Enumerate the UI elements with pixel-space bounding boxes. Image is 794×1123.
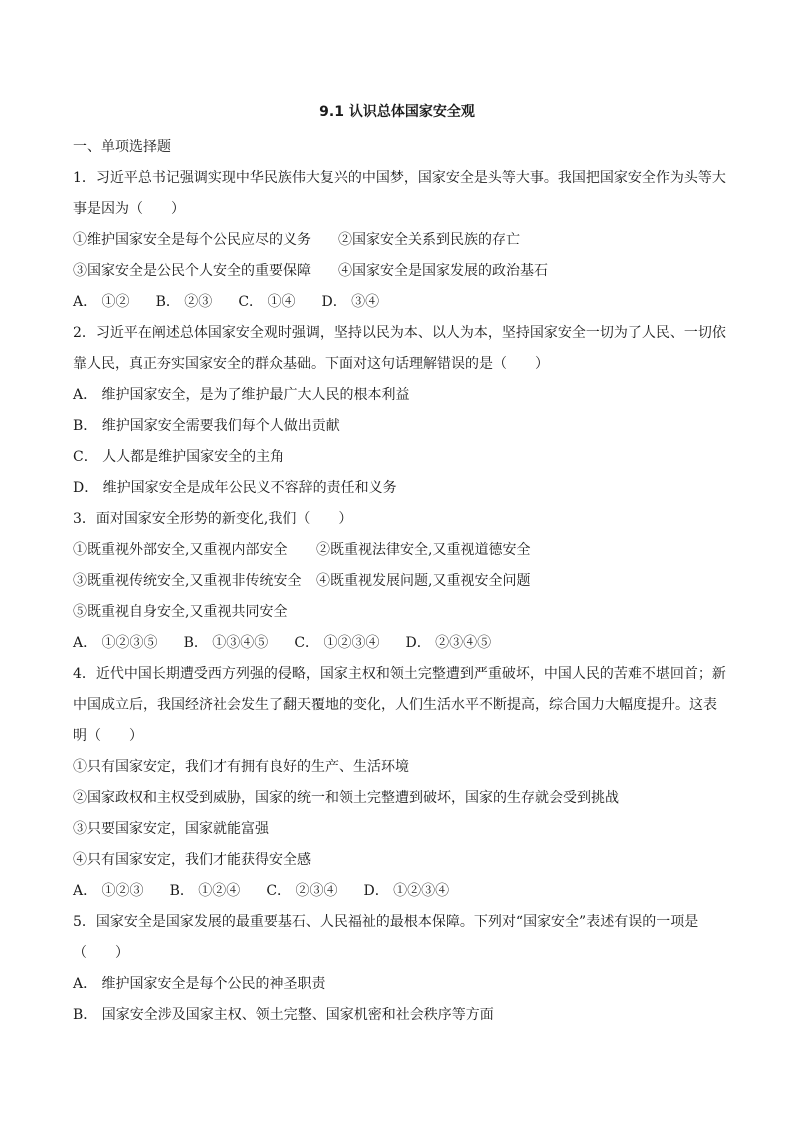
question-2-stem-line-2: 靠人民，真正夯实国家安全的群众基础。下面对这句话理解错误的是（ ） (73, 356, 549, 372)
question-2-stem-line-1: 2．习近平在阐述总体国家安全观时强调，坚持以民为本、以人为本，坚持国家安全一切为了人民、一切依 (73, 325, 726, 341)
question-3-item-1: ①既重视外部安全,又重视内部安全 (73, 542, 288, 558)
question-3-option-c: C． ①②③④ (294, 635, 380, 651)
question-1-stem-line-1: 1．习近平总书记强调实现中华民族伟大复兴的中国梦，国家安全是头等大事。我国把国家安全作为头等大 (73, 170, 726, 186)
question-3-item-3: ③既重视传统安全,又重视非传统安全 (73, 573, 302, 589)
question-4-options (73, 876, 733, 907)
question-4 (73, 659, 733, 907)
question-3-item-2: ②既重视法律安全,又重视道德安全 (316, 542, 531, 558)
question-3-stem: 3．面对国家安全形势的新变化,我们（ ） (73, 511, 353, 527)
question-1 (73, 163, 733, 318)
question-3-items-row-2 (73, 566, 733, 597)
question-1-option-b: B． ②③ (155, 294, 213, 310)
question-5-stem-line-2: （ ） (73, 945, 129, 961)
question-2-option-d: D． 维护国家安全是成年公民义不容辞的责任和义务 (73, 480, 397, 496)
question-4-stem-line-2: 中国成立后，我国经济社会发生了翻天覆地的变化，人们生活水平不断提高，综合国力大幅度提升。这表 (73, 697, 717, 713)
question-1-stem-line-2: 事是因为（ ） (73, 201, 185, 217)
question-3-options (73, 628, 733, 659)
question-1-item-2: ②国家安全关系到民族的存亡 (338, 232, 520, 248)
question-4-option-a: A． ①②③ (73, 883, 144, 899)
question-4-option-c: C． ②③④ (266, 883, 338, 899)
question-1-item-1: ①维护国家安全是每个公民应尽的义务 (73, 232, 311, 248)
question-4-item-2: ②国家政权和主权受到威胁，国家的统一和领土完整遭到破坏，国家的生存就会受到挑战 (73, 790, 619, 806)
question-2-option-c: C． 人人都是维护国家安全的主角 (73, 449, 285, 465)
question-1-option-c: C． ①④ (238, 294, 296, 310)
question-2-option-b: B． 维护国家安全需要我们每个人做出贡献 (73, 418, 340, 434)
question-3-option-d: D． ②③④⑤ (405, 635, 492, 651)
question-1-item-3: ③国家安全是公民个人安全的重要保障 (73, 263, 311, 279)
question-5-stem-line-1: 5．国家安全是国家发展的最重要基石、人民福祉的最根本保障。下列对“国家安全”表述有误的一项是 (73, 914, 699, 930)
question-3 (73, 504, 733, 659)
question-4-option-b: B． ①②④ (169, 883, 241, 899)
question-3-items-row-1 (73, 535, 733, 566)
question-4-stem-line-3: 明（ ） (73, 728, 143, 744)
question-3-option-a: A． ①②③⑤ (73, 635, 158, 651)
question-1-items-row-1 (73, 225, 733, 256)
question-1-option-a: A． ①② (73, 294, 130, 310)
question-1-options (73, 287, 733, 318)
question-3-option-b: B． ①③④⑤ (183, 635, 269, 651)
section-heading: 一、单项选择题 (73, 139, 171, 155)
question-4-stem-line-1: 4．近代中国长期遭受西方列强的侵略，国家主权和领土完整遭到严重破坏，中国人民的苦难不堪回首；新 (73, 666, 726, 682)
question-3-item-5: ⑤既重视自身安全,又重视共同安全 (73, 604, 288, 620)
question-1-items-row-2 (73, 256, 733, 287)
question-4-item-1: ①只有国家安定，我们才有拥有良好的生产、生活环境 (73, 759, 409, 775)
question-4-item-3: ③只要国家安定，国家就能富强 (73, 821, 269, 837)
question-4-option-d: D． ①②③④ (363, 883, 450, 899)
question-1-item-4: ④国家安全是国家发展的政治基石 (338, 263, 548, 279)
question-1-option-d: D． ③④ (321, 294, 380, 310)
page-title: 9.1 认识总体国家安全观 (319, 104, 475, 120)
question-5-option-b: B． 国家安全涉及国家主权、领土完整、国家机密和社会秩序等方面 (73, 1007, 494, 1023)
question-4-item-4: ④只有国家安定，我们才能获得安全感 (73, 852, 311, 868)
question-5 (73, 907, 733, 1031)
question-2-option-a: A． 维护国家安全，是为了维护最广大人民的根本利益 (73, 387, 410, 403)
document-body (73, 132, 733, 1031)
question-5-option-a: A． 维护国家安全是每个公民的神圣职责 (73, 976, 326, 992)
question-3-item-4: ④既重视发展问题,又重视安全问题 (316, 573, 531, 589)
question-2 (73, 318, 733, 504)
